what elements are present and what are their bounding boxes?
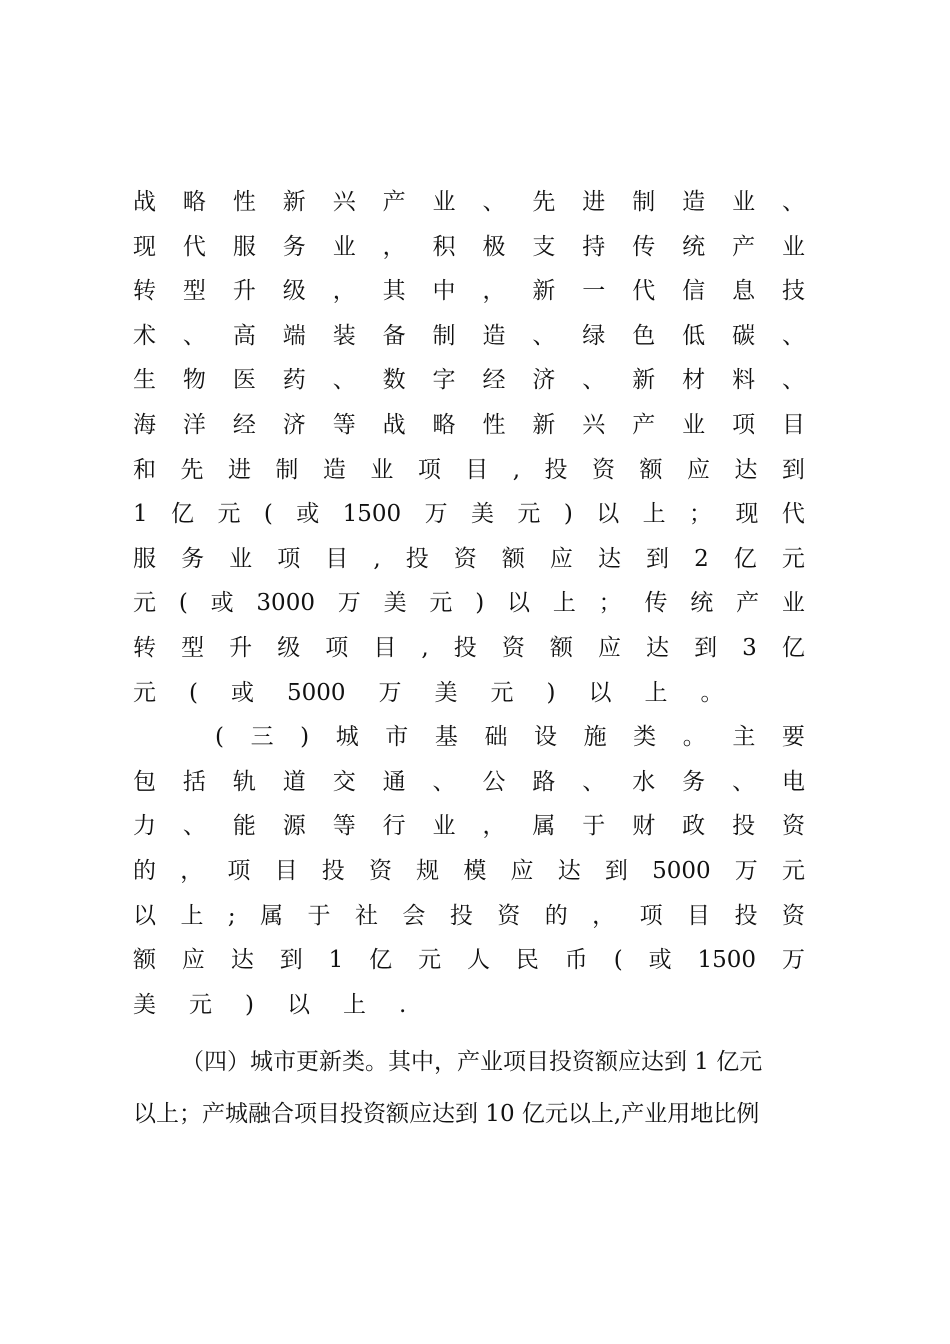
text-line [133,894,805,939]
text-token: 、 [781,189,805,215]
text-token: 升 [229,634,253,661]
text-token: 3 [742,634,757,661]
text-token: ； [598,590,622,617]
text-token: 投 [405,545,429,572]
text-token: 水 [632,768,656,795]
text-line [133,715,805,760]
text-token: 业 [229,545,253,572]
text-token: 元 [217,501,241,528]
text-token: 三 [250,724,274,751]
text-token: 元 [418,947,442,974]
text-token: 、 [482,189,506,215]
text-line [133,448,805,493]
text-token: 造 [322,456,346,483]
text-token: 美 [471,501,495,528]
text-token: 业 [432,813,456,840]
text-token: 低 [682,322,706,349]
text-token: 字 [432,367,456,394]
text-token: 投 [321,857,345,884]
text-token: 略 [432,411,456,438]
text-token: 目 [325,545,349,572]
text-token: 人 [466,947,490,974]
text-token: 以 [286,991,310,1018]
text-token: 目 [465,456,489,483]
text-token: 或 [210,590,234,617]
text-token: 万 [378,679,402,706]
text-token: 等 [332,813,356,840]
text-token: 其 [382,278,406,305]
text-token: 1 [328,947,344,974]
text-token: 额 [501,545,525,572]
text-token: 电 [781,768,805,795]
text-token: 上 [342,991,366,1018]
text-token: 到 [781,456,805,483]
text-token: 药 [282,367,306,394]
text-token: ) [475,590,485,617]
text-token: 中 [432,278,456,305]
text-line [133,581,805,626]
text-token: 交 [332,768,356,795]
text-token: 模 [463,857,487,884]
text-token: 业 [332,233,356,260]
text-token: 投 [734,902,758,929]
text-token: 极 [482,233,506,260]
text-token: 制 [632,189,656,215]
text-token: 亿 [369,947,393,974]
text-token: 币 [564,947,588,974]
text-token: 亿 [171,501,195,528]
text-line [133,537,805,582]
text-token: 目 [274,857,298,884]
text-token: ( [178,590,188,617]
text-token: 元 [517,501,541,528]
text-line [133,314,805,359]
text-token: 万 [781,947,805,974]
text-token: 先 [180,456,204,483]
text-token: 战 [133,189,156,215]
text-token: 业 [370,456,394,483]
text-token: , [512,456,521,483]
text-line [133,358,805,403]
text-token: 投 [449,902,473,929]
text-token: 、 [332,367,356,394]
text-token: 传 [644,590,668,617]
text-token: 投 [544,456,568,483]
text-token: 属 [260,902,284,929]
text-token: 战 [382,411,406,438]
text-token: 兴 [582,411,606,438]
text-token: 达 [597,545,621,572]
text-token: 、 [182,813,206,840]
text-token: 现 [133,233,156,260]
text-token: 元 [490,679,514,706]
text-token: 新 [282,189,306,215]
text-token: 支 [532,233,556,260]
text-token: 、 [182,322,206,349]
text-token: 装 [332,322,356,349]
text-token: 生 [133,367,156,394]
text-token: 、 [781,367,805,394]
text-token: 先 [532,189,556,215]
text-token: 3000 [256,590,315,617]
text-token: 端 [282,322,306,349]
text-token: 路 [532,768,556,795]
text-token: 属 [532,813,556,840]
text-token: 元 [189,991,212,1018]
text-token: 兴 [332,189,356,215]
text-token: 以 [133,902,156,929]
text-token: 制 [432,322,456,349]
text-token: ， [482,278,506,305]
text-token: 社 [354,902,378,929]
text-token: 、 [781,322,805,349]
text-line [133,403,805,448]
text-token: ; [227,902,236,929]
text-token: 进 [582,189,606,215]
text-token: 到 [694,634,718,661]
text-line [133,804,805,849]
text-token: ( [189,679,198,706]
text-token: 2 [694,545,709,572]
text-token: 上 [644,679,668,706]
text-token: 万 [424,501,448,528]
text-token: 碳 [732,322,756,349]
text-token: 以 [596,501,620,528]
text-token: 服 [232,233,256,260]
text-token: 资 [501,634,525,661]
text-token: 经 [232,411,256,438]
text-token: 产 [382,189,406,215]
text-token: 项 [325,634,349,661]
text-token: 额 [133,947,156,974]
text-token: 础 [484,724,508,751]
text-token: 或 [230,679,254,706]
text-token: 目 [373,634,397,661]
text-token: 制 [275,456,299,483]
text-token: ， [592,902,616,929]
text-token: 美 [383,590,407,617]
text-token: , [421,634,429,661]
text-token: 海 [133,411,156,438]
text-token: 道 [282,768,306,795]
text-token: 、 [432,768,456,795]
text-token: 等 [332,411,356,438]
text-token: 信 [682,278,706,305]
text-token: 亿 [733,545,757,572]
text-token: 元 [133,590,156,617]
text-token: 物 [182,367,206,394]
text-token: ； [689,501,713,528]
text-token: 业 [682,411,706,438]
text-token: 达 [734,456,758,483]
text-token: 基 [434,724,458,751]
text-token: 资 [592,456,615,483]
text-token: 产 [736,590,760,617]
text-token: ， [180,857,204,884]
text-token: 息 [732,278,756,305]
text-line [133,760,805,805]
text-token: 通 [382,768,406,795]
text-token: 项 [417,456,441,483]
text-token: 以 [507,590,531,617]
text-token: 医 [232,367,256,394]
text-token: 进 [227,456,251,483]
text-token: 达 [646,634,669,661]
text-token: 规 [416,857,440,884]
text-token: 转 [133,634,156,661]
text-token: 亿 [781,634,805,661]
text-token: 的 [544,902,568,929]
text-token: 目 [687,902,710,929]
text-token: 元 [429,590,453,617]
text-token: 代 [781,501,805,528]
text-token: 项 [639,902,663,929]
text-token: 济 [532,367,556,394]
text-token: 到 [279,947,303,974]
text-token: 服 [133,545,156,572]
text-token: 市 [385,724,409,751]
text-token: ) [300,724,310,751]
text-token: 项 [227,857,251,884]
text-token: 资 [781,813,805,840]
text-token: 1500 [697,947,757,974]
text-token: 代 [182,233,206,260]
text-token: 于 [307,902,331,929]
text-token: ， [332,278,356,305]
text-token: 类 [633,724,657,751]
text-token: 造 [682,189,706,215]
text-token: 到 [646,545,669,572]
text-token: 1 [133,501,148,528]
text-line [133,626,805,671]
text-token: 元 [781,545,805,572]
text-token: 统 [690,590,714,617]
text-token: 转 [133,278,156,305]
text-token: 5000 [286,679,346,706]
text-token: 上 [642,501,666,528]
text-token: 资 [497,902,521,929]
text-token: 达 [230,947,254,974]
text-token: 产 [732,233,756,260]
text-token: 财 [632,813,656,840]
text-line [133,225,805,270]
text-token: 资 [453,545,477,572]
text-token: 目 [781,411,805,438]
text-token: 积 [432,233,456,260]
text-token: 级 [277,634,301,661]
text-token: 持 [582,233,606,260]
text-token: 或 [648,947,672,974]
text-token: 新 [532,411,556,438]
text-token: 现 [735,501,759,528]
text-token: 传 [632,233,656,260]
text-token: 业 [781,590,805,617]
text-line [133,180,805,225]
text-token: , [373,545,381,572]
text-token: 或 [296,501,320,528]
text-token: 、 [582,367,606,394]
text-token: 主 [732,724,756,751]
text-line [133,269,805,314]
text-token: 。 [682,724,706,751]
text-token: ， [382,233,406,260]
text-token: ( [613,947,623,974]
text-token: 额 [639,456,663,483]
text-token: 应 [181,947,205,974]
spaced-text-block [133,180,805,1027]
text-token: 于 [582,813,606,840]
text-token: 备 [382,322,406,349]
text-token: 到 [604,857,628,884]
text-token: 经 [482,367,506,394]
text-token: 会 [402,902,426,929]
text-token: 统 [682,233,706,260]
text-token: 美 [434,679,458,706]
text-token: 务 [282,233,306,260]
text-token: 和 [133,456,156,483]
text-token: 以 [588,679,612,706]
text-token: 代 [632,278,656,305]
text-token: 色 [632,322,656,349]
text-token: 一 [582,278,606,305]
text-token: 项 [732,411,756,438]
text-token: 源 [282,813,306,840]
paragraph-line: 以上；产城融合项目投资额应达到 10 亿元以上,产业用地比例 [133,1101,760,1127]
text-token: 资 [368,857,392,884]
text-token: 美 [133,991,156,1018]
text-token: 公 [482,768,506,795]
text-token: 高 [232,322,256,349]
text-token: 投 [732,813,756,840]
normal-text-block [133,1036,833,1140]
text-line [133,983,805,1028]
text-token: 数 [382,367,406,394]
text-token: 投 [453,634,477,661]
text-token: 设 [534,724,558,751]
text-token: 城 [335,724,359,751]
text-token: 政 [682,813,706,840]
text-token: 、 [582,768,606,795]
text-token: 资 [781,902,805,929]
text-token: ( [215,724,224,751]
text-token: 万 [734,857,758,884]
text-token: 轨 [232,768,256,795]
text-token: 包 [133,768,156,795]
text-token: 济 [282,411,306,438]
text-line [133,492,805,537]
text-token: 型 [181,634,205,661]
text-token: ) [245,991,254,1018]
text-token: 绿 [582,322,606,349]
text-token: 元 [133,679,156,706]
text-token: 上 [552,590,576,617]
text-token: 新 [632,367,656,394]
text-token: 应 [686,456,710,483]
text-token: 料 [732,367,756,394]
text-token: 5000 [652,857,711,884]
text-token: 额 [549,634,573,661]
text-token: 力 [133,813,156,840]
text-token: 上 [180,902,204,929]
text-token: 应 [549,545,573,572]
text-token: ) [546,679,556,706]
text-token: 型 [182,278,206,305]
text-token: 性 [482,411,506,438]
text-token: 技 [781,278,805,305]
paragraph-line: （四）城市更新类。其中，产业项目投资额应达到 1 亿元 [181,1049,763,1075]
text-token: 1500 [342,501,402,528]
text-token: 造 [482,322,506,349]
text-token: 施 [583,724,607,751]
text-token: 要 [781,724,805,751]
text-line [133,671,805,716]
text-token: 括 [182,768,206,795]
text-token: 元 [781,857,805,884]
text-token: 材 [682,367,706,394]
text-token: 性 [232,189,256,215]
text-token: 业 [732,189,756,215]
text-token: ， [482,813,506,840]
text-token: . [398,991,407,1018]
text-token: 、 [532,322,556,349]
text-token: 术 [133,322,156,349]
text-token: 能 [232,813,256,840]
text-token: 达 [557,857,581,884]
text-token: 产 [632,411,656,438]
text-token: 业 [432,189,456,215]
text-token: 新 [532,278,556,305]
text-token: 务 [682,768,706,795]
text-token: ( [263,501,273,528]
text-token: 升 [232,278,256,305]
text-token: 行 [382,813,406,840]
text-line [133,938,805,983]
text-line [133,849,805,894]
text-token: 、 [732,768,756,795]
text-token: 的 [133,857,156,884]
text-token: 项 [277,545,301,572]
text-token: ) [563,501,573,528]
text-token: 略 [182,189,206,215]
text-token: 应 [510,857,534,884]
text-token: 业 [781,233,805,260]
text-token: 。 [700,679,724,706]
text-token: 级 [282,278,306,305]
text-token: 洋 [182,411,206,438]
text-token: 民 [515,947,539,974]
text-token: 万 [337,590,361,617]
text-token: 应 [597,634,621,661]
text-token: 务 [181,545,205,572]
